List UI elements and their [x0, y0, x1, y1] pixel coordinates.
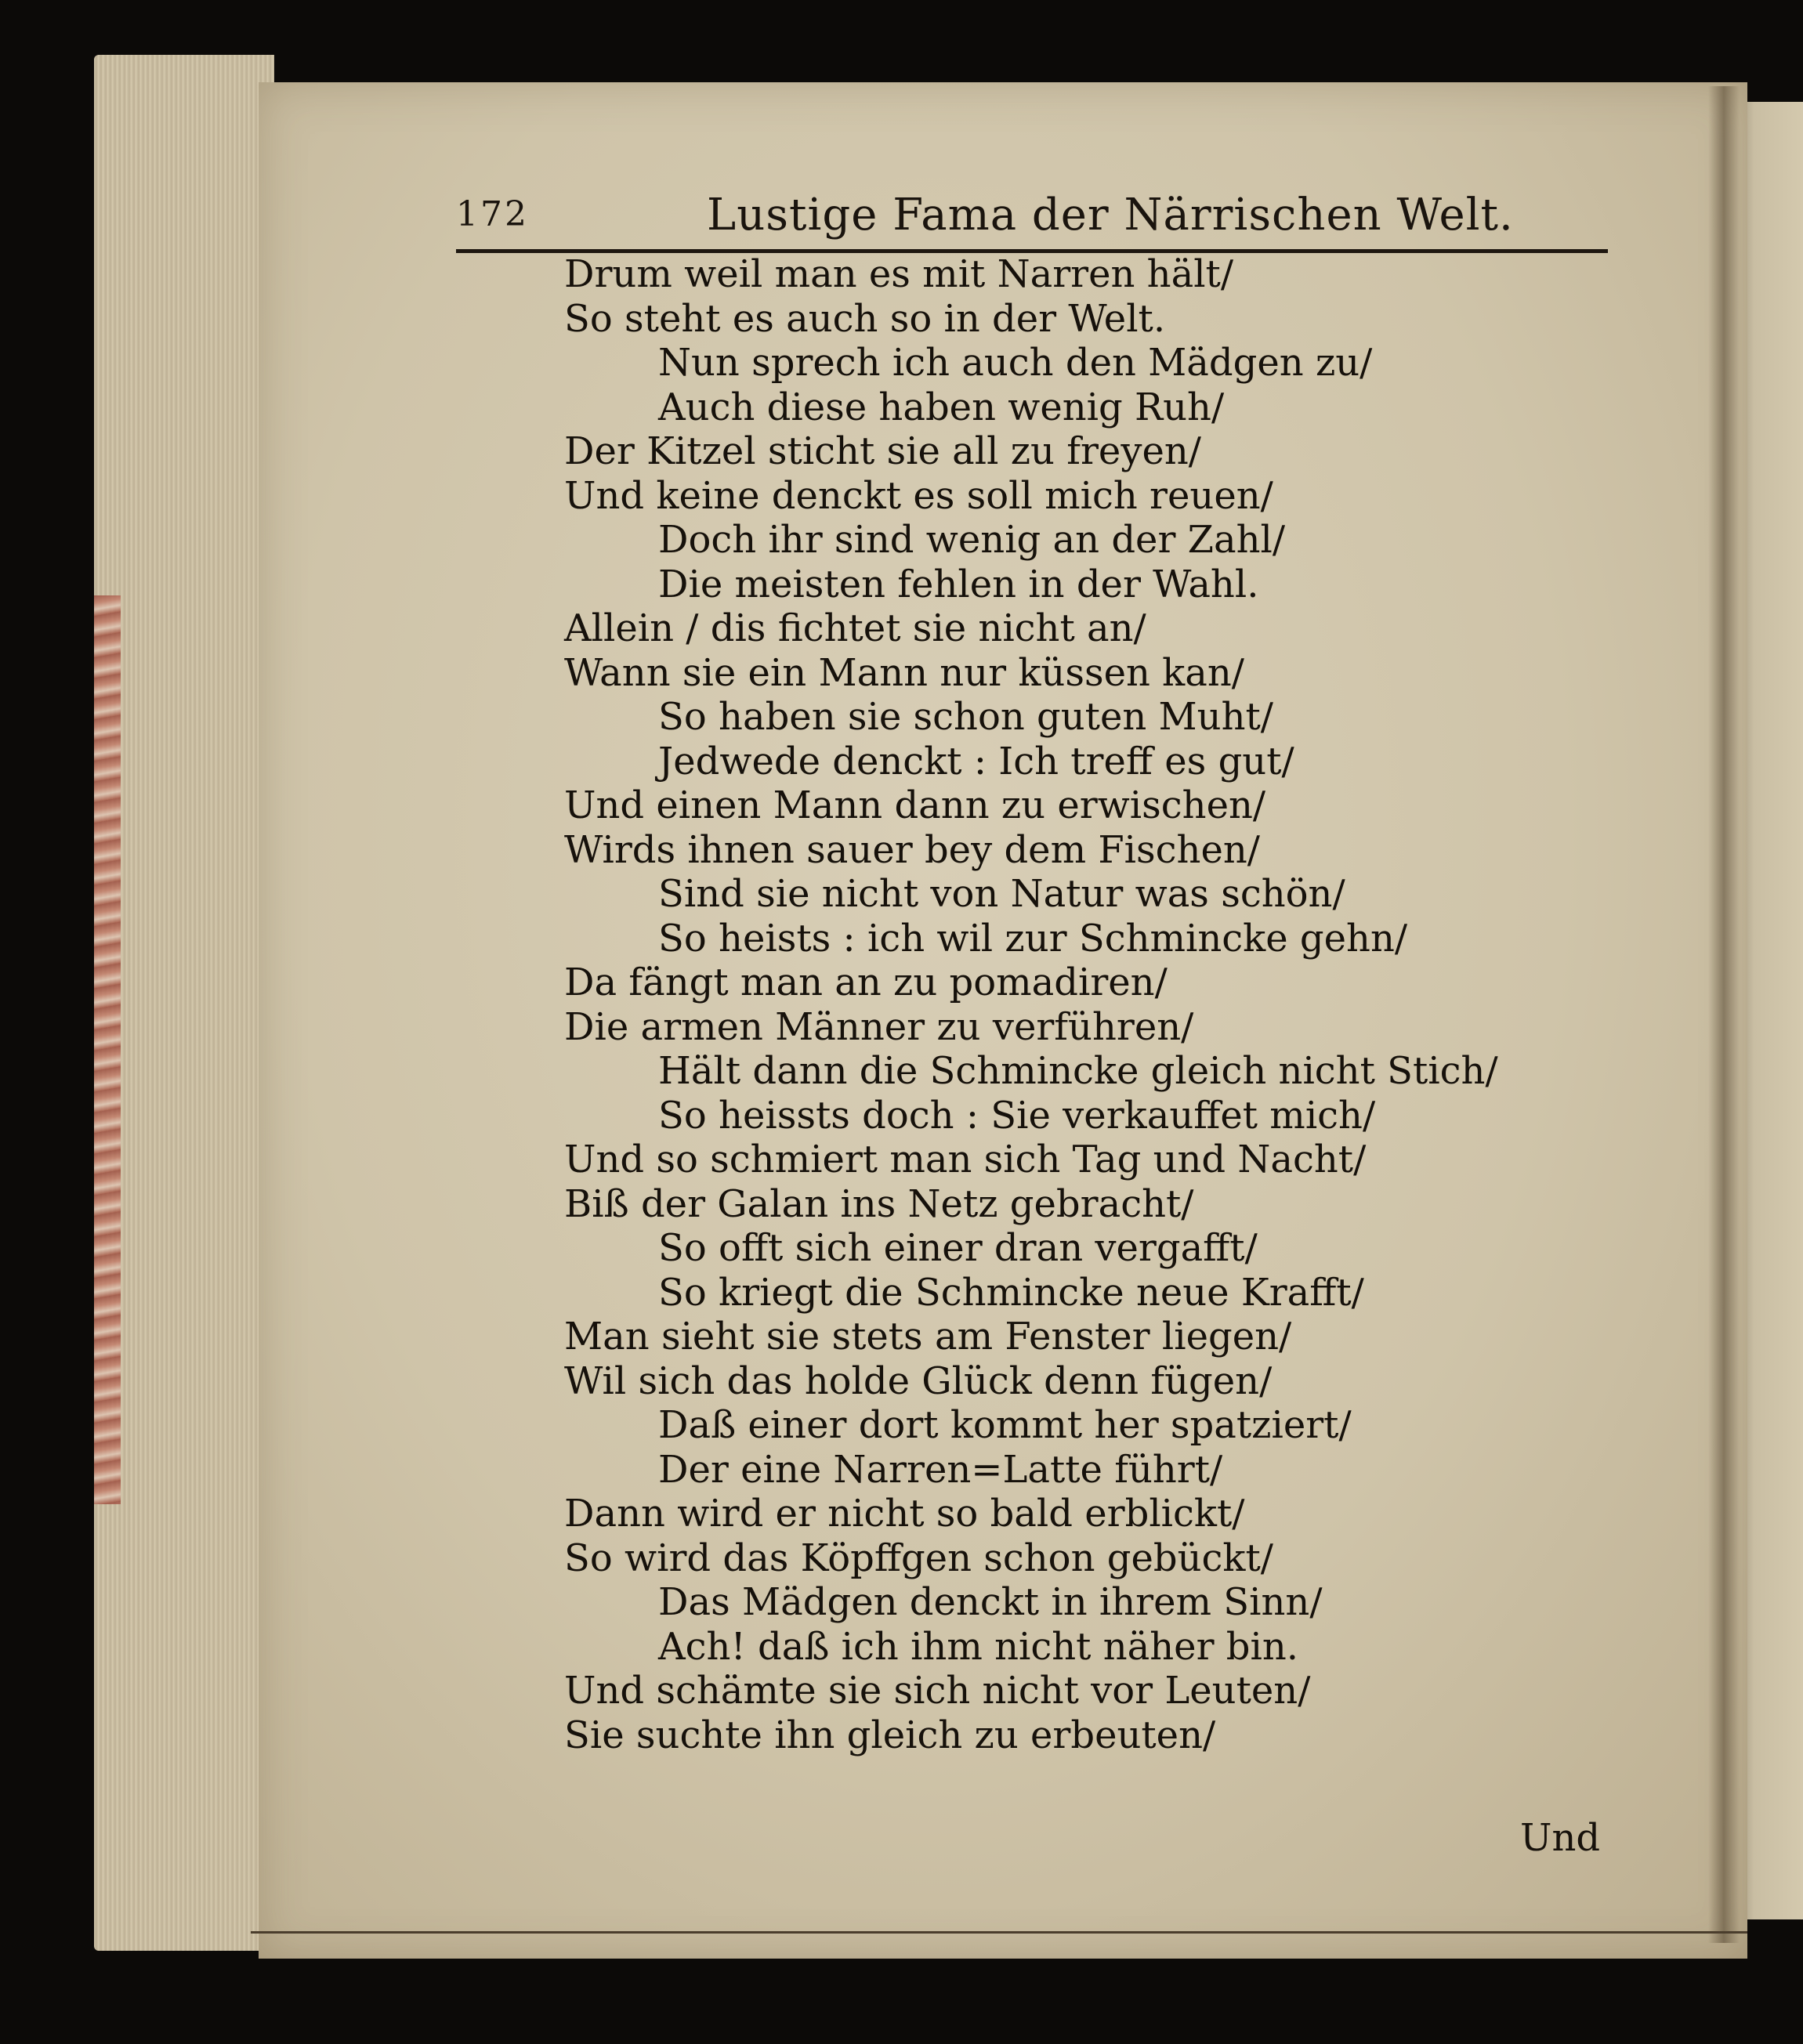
verse-line: So offt sich einer dran vergafft/ — [658, 1226, 1258, 1270]
verse-line: Dann wird er nicht so bald erblickt/ — [564, 1492, 1245, 1536]
verse-line: Jedwede denckt : Ich treff es gut/ — [658, 739, 1294, 783]
verse-line: Doch ihr sind wenig an der Zahl/ — [658, 518, 1286, 562]
verse-line: So heissts doch : Sie verkauffet mich/ — [658, 1093, 1376, 1138]
verse-line: Der Kitzel sticht sie all zu freyen/ — [564, 429, 1201, 473]
verse-line: Wil sich das holde Glück denn fügen/ — [564, 1358, 1273, 1403]
verse-line: Allein / dis fichtet sie nicht an/ — [564, 606, 1146, 650]
page-gutter — [1708, 86, 1740, 1943]
verse-line: Da fängt man an zu pomadiren/ — [564, 960, 1168, 1004]
verse-line: Auch diese haben wenig Ruh/ — [658, 385, 1225, 429]
verse-block — [564, 252, 1606, 1757]
verse-line: Man sieht sie stets am Fenster liegen/ — [564, 1315, 1292, 1358]
verse-line: So heists : ich wil zur Schmincke gehn/ — [658, 916, 1408, 960]
verse-line: Und so schmiert man sich Tag und Nacht/ — [564, 1138, 1367, 1181]
verse-line: Und schämte sie sich nicht vor Leuten/ — [564, 1669, 1311, 1713]
page-number: 172 — [456, 194, 529, 234]
verse-line: So steht es auch so in der Welt. — [564, 296, 1166, 341]
page-bottom-edge — [251, 1931, 1747, 1934]
verse-line: Wirds ihnen sauer bey dem Fischen/ — [564, 827, 1260, 872]
verse-line: Sind sie nicht von Natur was schön/ — [658, 872, 1345, 916]
verse-line: Sie suchte ihn gleich zu erbeuten/ — [564, 1713, 1216, 1757]
verse-line: Und keine denckt es soll mich reuen/ — [564, 473, 1273, 518]
page-header — [456, 182, 1608, 244]
verse-line: Ach! daß ich ihm nicht näher bin. — [658, 1624, 1299, 1669]
verse-line: Und einen Mann dann zu erwischen/ — [564, 783, 1266, 827]
marbled-edge — [94, 595, 121, 1504]
verse-line: Das Mädgen denckt in ihrem Sinn/ — [658, 1580, 1323, 1624]
verse-line: Drum weil man es mit Narren hält/ — [564, 252, 1234, 296]
verse-line: Die meisten fehlen in der Wahl. — [658, 562, 1259, 606]
verse-line: So wird das Köpffgen schon gebückt/ — [564, 1536, 1273, 1580]
verse-line: Der eine Narren=Latte führt/ — [658, 1447, 1223, 1492]
verse-line: Daß einer dort kommt her spatziert/ — [658, 1403, 1352, 1447]
running-title: Lustige Fama der Närrischen Welt. — [707, 190, 1514, 241]
verse-line: Biß der Galan ins Netz gebracht/ — [564, 1181, 1194, 1226]
verse-line: Die armen Männer zu verführen/ — [564, 1004, 1194, 1049]
verse-line: So kriegt die Schmincke neue Krafft/ — [658, 1270, 1364, 1315]
verse-line: Wann sie ein Mann nur küssen kan/ — [564, 650, 1244, 695]
catchword: Und — [1520, 1816, 1601, 1860]
verse-line: So haben sie schon guten Muht/ — [658, 695, 1273, 739]
verse-line: Nun sprech ich auch den Mädgen zu/ — [658, 341, 1373, 385]
page-block-edges — [94, 55, 274, 1951]
verse-line: Hält dann die Schmincke gleich nicht Stich/ — [658, 1049, 1498, 1093]
